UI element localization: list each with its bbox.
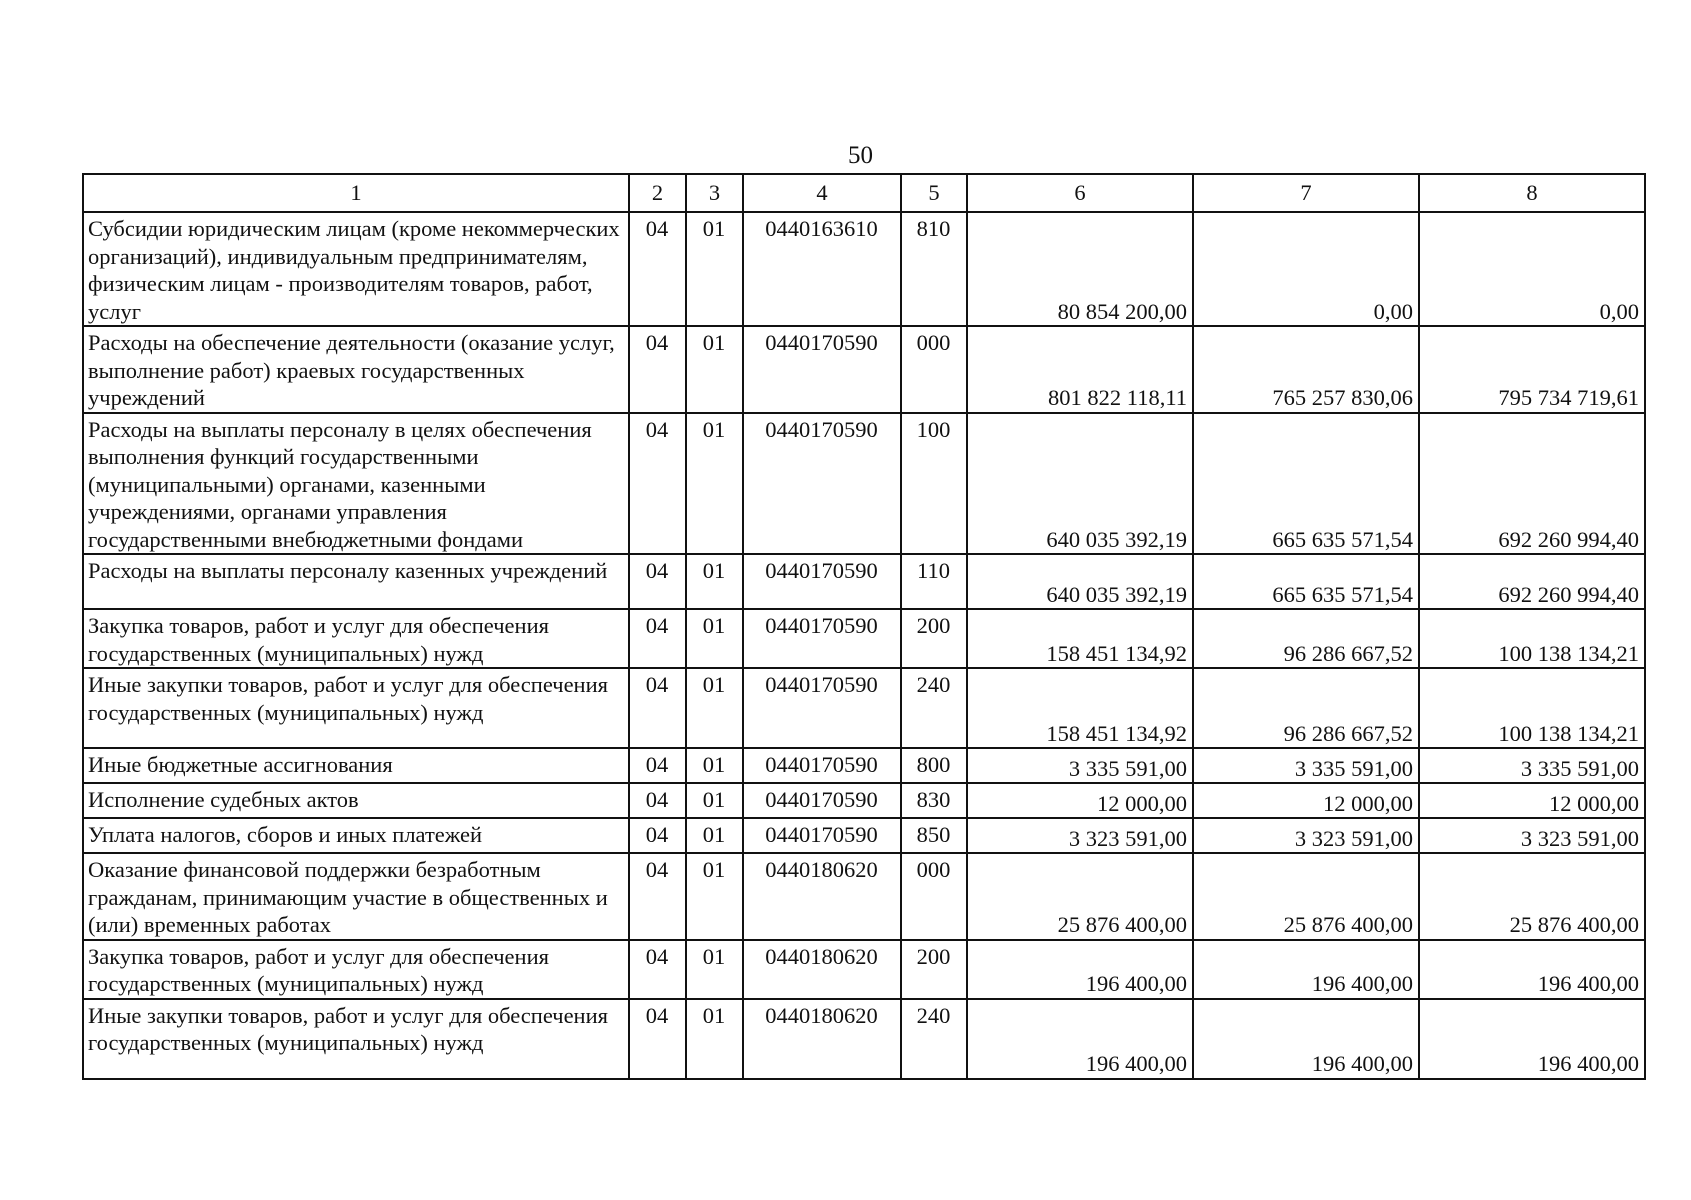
column-header-1: 1 — [83, 174, 629, 212]
row-expense-type: 850 — [901, 818, 967, 853]
row-section-code: 04 — [629, 783, 686, 818]
row-target-article: 0440170590 — [743, 554, 901, 609]
row-amount-col7: 3 335 591,00 — [1193, 748, 1419, 783]
row-amount-col7: 3 323 591,00 — [1193, 818, 1419, 853]
row-amount-col7: 665 635 571,54 — [1193, 413, 1419, 555]
budget-table — [82, 173, 1646, 1080]
row-amount-col8: 100 138 134,21 — [1419, 609, 1645, 668]
row-expense-type: 240 — [901, 668, 967, 748]
row-amount-col7: 96 286 667,52 — [1193, 609, 1419, 668]
row-description: Оказание финансовой поддержки безработным гражданам, принимающим участие в общественных и (или) временных работах — [83, 853, 629, 940]
row-expense-type: 200 — [901, 940, 967, 999]
row-amount-col7: 25 876 400,00 — [1193, 853, 1419, 940]
row-amount-col6: 3 335 591,00 — [967, 748, 1193, 783]
row-description: Расходы на выплаты персоналу в целях обеспечения выполнения функций государственными (муниципальными) органами, казенными учреждениями, органами управления государственными внебюджетными фондами — [83, 413, 629, 555]
row-amount-col6: 25 876 400,00 — [967, 853, 1193, 940]
row-description: Расходы на обеспечение деятельности (оказание услуг, выполнение работ) краевых государственных учреждений — [83, 326, 629, 413]
row-amount-col6: 640 035 392,19 — [967, 554, 1193, 609]
column-header-6: 6 — [967, 174, 1193, 212]
row-amount-col6: 196 400,00 — [967, 999, 1193, 1079]
row-target-article: 0440170590 — [743, 783, 901, 818]
row-section-code: 04 — [629, 818, 686, 853]
column-header-5: 5 — [901, 174, 967, 212]
row-expense-type: 110 — [901, 554, 967, 609]
row-amount-col6: 640 035 392,19 — [967, 413, 1193, 555]
table-row — [83, 818, 1645, 853]
column-header-8: 8 — [1419, 174, 1645, 212]
row-amount-col8: 196 400,00 — [1419, 999, 1645, 1079]
row-subsection-code: 01 — [686, 609, 743, 668]
row-amount-col6: 12 000,00 — [967, 783, 1193, 818]
row-subsection-code: 01 — [686, 413, 743, 555]
row-description: Иные закупки товаров, работ и услуг для обеспечения государственных (муниципальных) нужд — [83, 999, 629, 1079]
row-amount-col7: 765 257 830,06 — [1193, 326, 1419, 413]
row-subsection-code: 01 — [686, 818, 743, 853]
row-description: Уплата налогов, сборов и иных платежей — [83, 818, 629, 853]
table-row — [83, 853, 1645, 940]
row-target-article: 0440170590 — [743, 413, 901, 555]
row-amount-col6: 80 854 200,00 — [967, 212, 1193, 326]
row-description: Иные бюджетные ассигнования — [83, 748, 629, 783]
row-target-article: 0440170590 — [743, 326, 901, 413]
row-amount-col8: 3 335 591,00 — [1419, 748, 1645, 783]
row-target-article: 0440180620 — [743, 999, 901, 1079]
row-expense-type: 800 — [901, 748, 967, 783]
row-amount-col8: 3 323 591,00 — [1419, 818, 1645, 853]
row-amount-col7: 665 635 571,54 — [1193, 554, 1419, 609]
row-section-code: 04 — [629, 554, 686, 609]
row-amount-col8: 0,00 — [1419, 212, 1645, 326]
row-target-article: 0440170590 — [743, 668, 901, 748]
row-section-code: 04 — [629, 853, 686, 940]
row-amount-col7: 196 400,00 — [1193, 999, 1419, 1079]
row-section-code: 04 — [629, 413, 686, 555]
row-section-code: 04 — [629, 326, 686, 413]
table-row — [83, 783, 1645, 818]
row-subsection-code: 01 — [686, 554, 743, 609]
row-subsection-code: 01 — [686, 748, 743, 783]
row-amount-col8: 12 000,00 — [1419, 783, 1645, 818]
row-subsection-code: 01 — [686, 783, 743, 818]
row-expense-type: 000 — [901, 326, 967, 413]
row-subsection-code: 01 — [686, 326, 743, 413]
table-row — [83, 212, 1645, 326]
row-amount-col8: 795 734 719,61 — [1419, 326, 1645, 413]
header-row — [83, 174, 1645, 212]
row-target-article: 0440163610 — [743, 212, 901, 326]
column-header-3: 3 — [686, 174, 743, 212]
page-number: 50 — [848, 142, 873, 169]
row-amount-col8: 196 400,00 — [1419, 940, 1645, 999]
table-row — [83, 554, 1645, 609]
row-description: Иные закупки товаров, работ и услуг для обеспечения государственных (муниципальных) нужд — [83, 668, 629, 748]
row-amount-col6: 158 451 134,92 — [967, 609, 1193, 668]
table-header — [83, 174, 1645, 212]
table-row — [83, 413, 1645, 555]
row-subsection-code: 01 — [686, 212, 743, 326]
row-expense-type: 000 — [901, 853, 967, 940]
row-section-code: 04 — [629, 609, 686, 668]
row-description: Расходы на выплаты персоналу казенных учреждений — [83, 554, 629, 609]
row-section-code: 04 — [629, 668, 686, 748]
row-amount-col6: 801 822 118,11 — [967, 326, 1193, 413]
row-subsection-code: 01 — [686, 999, 743, 1079]
row-section-code: 04 — [629, 940, 686, 999]
table-row — [83, 668, 1645, 748]
row-section-code: 04 — [629, 748, 686, 783]
row-section-code: 04 — [629, 999, 686, 1079]
table-row — [83, 609, 1645, 668]
column-header-4: 4 — [743, 174, 901, 212]
row-expense-type: 830 — [901, 783, 967, 818]
row-target-article: 0440170590 — [743, 818, 901, 853]
row-amount-col7: 12 000,00 — [1193, 783, 1419, 818]
row-expense-type: 240 — [901, 999, 967, 1079]
row-section-code: 04 — [629, 212, 686, 326]
table-row — [83, 940, 1645, 999]
table-row — [83, 748, 1645, 783]
row-amount-col6: 158 451 134,92 — [967, 668, 1193, 748]
row-amount-col6: 196 400,00 — [967, 940, 1193, 999]
row-description: Исполнение судебных актов — [83, 783, 629, 818]
table-row — [83, 999, 1645, 1079]
table-row — [83, 326, 1645, 413]
row-amount-col7: 196 400,00 — [1193, 940, 1419, 999]
row-amount-col7: 0,00 — [1193, 212, 1419, 326]
row-description: Закупка товаров, работ и услуг для обеспечения государственных (муниципальных) нужд — [83, 940, 629, 999]
row-subsection-code: 01 — [686, 853, 743, 940]
row-amount-col8: 25 876 400,00 — [1419, 853, 1645, 940]
column-header-2: 2 — [629, 174, 686, 212]
row-expense-type: 810 — [901, 212, 967, 326]
table-body — [83, 212, 1645, 1079]
row-subsection-code: 01 — [686, 940, 743, 999]
row-description: Субсидии юридическим лицам (кроме некоммерческих организаций), индивидуальным предпринимателям, физическим лицам - производителям товаров, работ, услуг — [83, 212, 629, 326]
row-target-article: 0440170590 — [743, 609, 901, 668]
row-expense-type: 100 — [901, 413, 967, 555]
row-amount-col8: 100 138 134,21 — [1419, 668, 1645, 748]
row-amount-col8: 692 260 994,40 — [1419, 413, 1645, 555]
row-amount-col6: 3 323 591,00 — [967, 818, 1193, 853]
row-amount-col8: 692 260 994,40 — [1419, 554, 1645, 609]
row-target-article: 0440180620 — [743, 940, 901, 999]
row-target-article: 0440170590 — [743, 748, 901, 783]
row-description: Закупка товаров, работ и услуг для обеспечения государственных (муниципальных) нужд — [83, 609, 629, 668]
row-subsection-code: 01 — [686, 668, 743, 748]
row-expense-type: 200 — [901, 609, 967, 668]
column-header-7: 7 — [1193, 174, 1419, 212]
row-amount-col7: 96 286 667,52 — [1193, 668, 1419, 748]
row-target-article: 0440180620 — [743, 853, 901, 940]
